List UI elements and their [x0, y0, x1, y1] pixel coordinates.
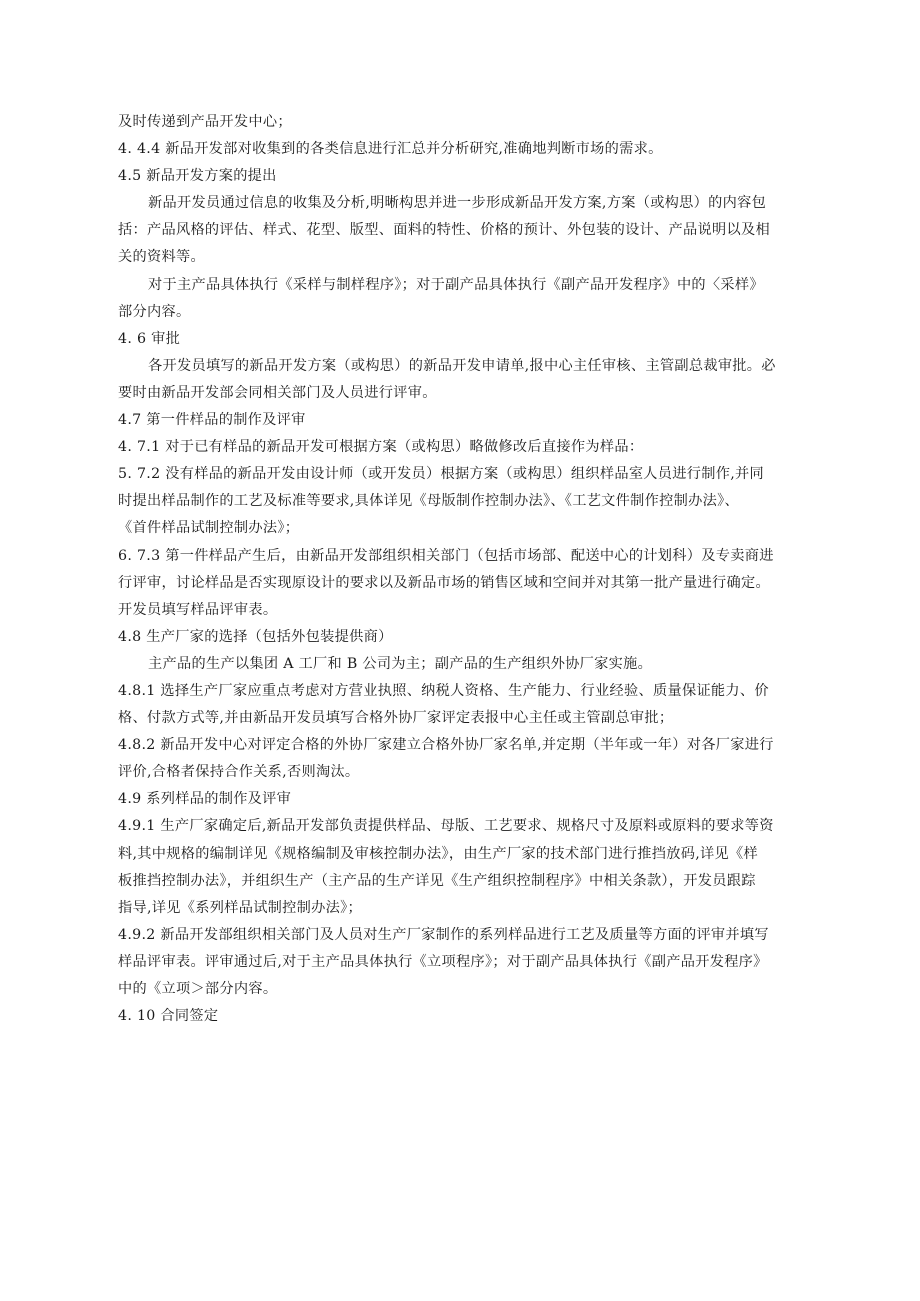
text-line: 开发员填写样品评审表。 [118, 601, 278, 618]
text-line: 4.8.1 选择生产厂家应重点考虑对方营业执照、纳税人资格、生产能力、行业经验、质量保证能力、价 [118, 682, 769, 699]
text-line: 4.9.2 新品开发部组织相关部门及人员对生产厂家制作的系列样品进行工艺及质量等方面的评审并填写 [118, 926, 769, 943]
text-line: 4.8 生产厂家的选择（包括外包装提供商） [118, 628, 393, 645]
text-line: 新品开发员通过信息的收集及分析,明晰构思并进一步形成新品开发方案,方案（或构思）的内容包 [148, 195, 767, 212]
text-line: 4. 6 审批 [118, 330, 181, 347]
text-line: 括：产品风格的评估、样式、花型、版型、面料的特性、价格的预计、外包装的设计、产品说明以及相 [118, 222, 770, 239]
text-line: 各开发员填写的新品开发方案（或构思）的新品开发申请单,报中心主任审核、主管副总裁审批。必 [148, 357, 776, 374]
text-line: 4.9.1 生产厂家确定后,新品开发部负责提供样品、母版、工艺要求、规格尺寸及原料或原料的要求等资 [118, 818, 774, 835]
text-line: 时提出样品制作的工艺及标准等要求,具体详见《母版制作控制办法》、《工艺文件制作控制办法》、 [118, 493, 739, 510]
text-line: 4. 4.4 新品开发部对收集到的各类信息进行汇总并分析研究,准确地判断市场的需求。 [118, 141, 663, 158]
text-line: 4.7 第一件样品的制作及评审 [118, 412, 306, 429]
text-line: 4. 7.1 对于已有样品的新品开发可根据方案（或构思）略做修改后直接作为样品： [118, 439, 644, 456]
text-line: 格、付款方式等,并由新品开发员填写合格外协厂家评定表报中心主任或主管副总审批； [118, 710, 674, 727]
text-line: 关的资料等。 [118, 249, 205, 266]
text-line: 样品评审表。评审通过后,对于主产品具体执行《立项程序》；对于副产品具体执行《副产品开发程序》 [118, 953, 768, 970]
text-line: 5. 7.2 没有样品的新品开发由设计师（或开发员）根据方案（或构思）组织样品室人员进行制作,并同 [118, 466, 765, 483]
text-line: 要时由新品开发部会同相关部门及人员进行评审。 [118, 384, 437, 401]
text-line: 指导,详见《系列样品试制控制办法》； [118, 899, 362, 916]
text-line: 《首件样品试制控制办法》； [118, 520, 300, 537]
text-line: 4.9 系列样品的制作及评审 [118, 791, 292, 808]
text-line: 6. 7.3 第一件样品产生后，由新品开发部组织相关部门（包括市场部、配送中心的计划科）及专卖商进 [118, 547, 774, 564]
text-line: 中的《立项＞部分内容。 [118, 981, 278, 997]
document-body [118, 109, 808, 1030]
text-line: 主产品的生产以集团 A 工厂和 B 公司为主；副产品的生产组织外协厂家实施。 [148, 655, 653, 672]
text-line: 对于主产品具体执行《采样与制样程序》；对于副产品具体执行《副产品开发程序》中的〈采样》 [148, 276, 764, 293]
text-line: 4. 10 合同签定 [118, 1008, 219, 1025]
text-line: 板推挡控制办法》，并组织生产（主产品的生产详见《生产组织控制程序》中相关条款），开发员跟踪 [118, 872, 756, 889]
text-line: 4.8.2 新品开发中心对评定合格的外协厂家建立合格外协厂家名单,并定期（半年或一年）对各厂家进行 [118, 737, 774, 754]
text-line: 行评审，讨论样品是否实现原设计的要求以及新品市场的销售区域和空间并对其第一批产量进行确定。 [118, 574, 770, 591]
text-line: 评价,合格者保持合作关系,否则淘汰。 [118, 764, 360, 781]
text-line: 料,其中规格的编制详见《规格编制及审核控制办法》，由生产厂家的技术部门进行推挡放码,详见《样 [118, 845, 758, 862]
text-line: 及时传递到产品开发中心； [118, 114, 292, 130]
text-line: 部分内容。 [118, 303, 191, 320]
text-line: 4.5 新品开发方案的提出 [118, 168, 277, 185]
